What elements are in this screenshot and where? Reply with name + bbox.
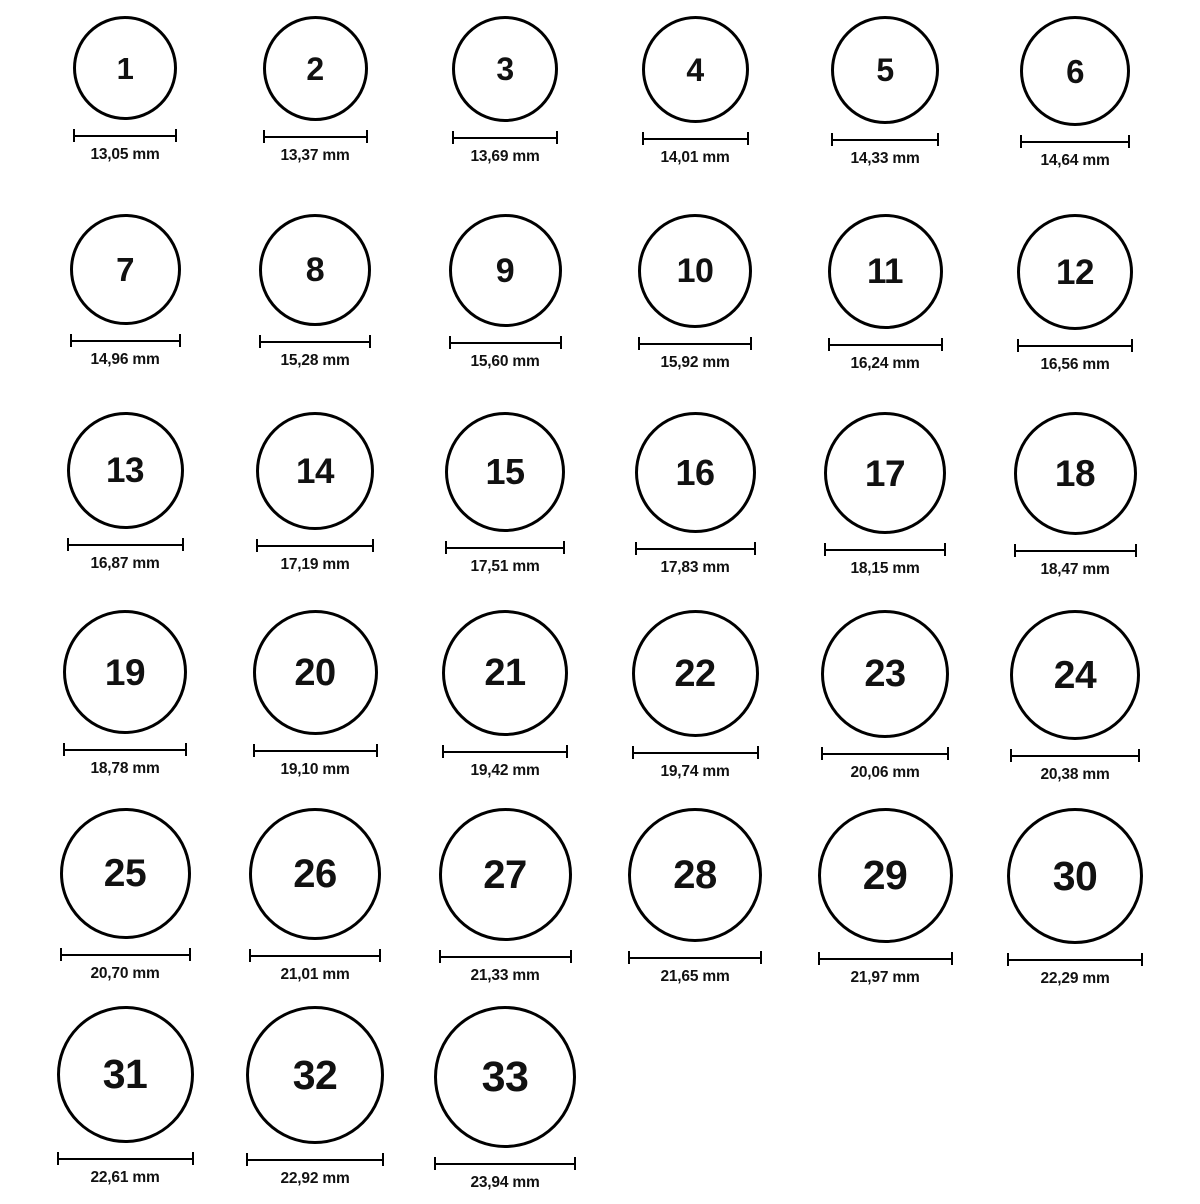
- ring-circle: [1020, 16, 1130, 126]
- ring-size-number: 30: [1052, 852, 1098, 899]
- ring-size-number: 22: [674, 652, 716, 695]
- ring-size-number: 26: [293, 852, 337, 896]
- ring-circle: [628, 808, 762, 942]
- ring-measurement: [818, 952, 953, 987]
- ring-size-cell: [410, 610, 600, 808]
- ring-size-number: 15: [485, 451, 525, 492]
- ring-size-number: 25: [103, 852, 147, 895]
- ring-measurement: [638, 337, 752, 372]
- ring-size-cell: [410, 1006, 600, 1204]
- caliper-icon: [1007, 953, 1143, 965]
- ring-size-number: 20: [294, 651, 336, 694]
- ring-circle: [1017, 214, 1133, 330]
- ring-diameter-label: 15,28 mm: [280, 352, 350, 369]
- ring-measurement: [442, 745, 568, 780]
- ring-diameter-label: 14,33 mm: [850, 150, 920, 167]
- ring-circle: [246, 1006, 384, 1144]
- ring-measurement: [452, 131, 558, 166]
- caliper-icon: [632, 746, 759, 758]
- ring-measurement: [60, 948, 191, 983]
- caliper-icon: [442, 745, 568, 757]
- ring-size-cell: [220, 610, 410, 808]
- ring-circle: [632, 610, 759, 737]
- ring-size-cell: [410, 412, 600, 610]
- caliper-icon: [642, 132, 749, 144]
- ring-measurement: [249, 949, 381, 984]
- ring-circle: [70, 214, 181, 325]
- caliper-icon: [818, 952, 953, 964]
- ring-measurement: [1017, 339, 1133, 374]
- caliper-icon: [824, 543, 946, 555]
- ring-circle: [635, 412, 756, 533]
- ring-size-cell: [30, 412, 220, 610]
- caliper-icon: [449, 336, 562, 348]
- ring-size-cell: [30, 1006, 220, 1204]
- ring-diameter-label: 20,38 mm: [1040, 766, 1110, 783]
- ring-circle: [452, 16, 558, 122]
- ring-size-cell: [220, 16, 410, 214]
- ring-size-cell: [220, 412, 410, 610]
- ring-diameter-label: 20,70 mm: [90, 965, 160, 982]
- ring-circle: [442, 610, 568, 736]
- ring-measurement: [63, 743, 187, 778]
- ring-size-cell: [790, 610, 980, 808]
- caliper-icon: [70, 334, 181, 346]
- ring-size-number: 9: [495, 251, 515, 290]
- ring-size-number: 21: [484, 652, 526, 694]
- ring-size-number: 10: [676, 252, 714, 290]
- ring-circle: [256, 412, 374, 530]
- ring-size-number: 13: [106, 451, 144, 490]
- ring-circle: [1014, 412, 1137, 535]
- ring-circle: [249, 808, 381, 940]
- caliper-icon: [67, 538, 184, 550]
- caliper-icon: [821, 747, 949, 759]
- ring-measurement: [831, 133, 939, 168]
- ring-size-number: 7: [116, 251, 134, 288]
- ring-size-cell: [600, 16, 790, 214]
- ring-size-cell: [220, 1006, 410, 1204]
- ring-measurement: [253, 744, 378, 779]
- ring-measurement: [632, 746, 759, 781]
- ring-diameter-label: 20,06 mm: [850, 764, 920, 781]
- ring-measurement: [821, 747, 949, 782]
- ring-size-cell: [30, 610, 220, 808]
- ring-size-number: 4: [686, 51, 704, 88]
- ring-diameter-label: 17,19 mm: [280, 556, 350, 573]
- ring-diameter-label: 16,56 mm: [1040, 356, 1110, 373]
- ring-size-cell: [220, 808, 410, 1006]
- ring-measurement: [828, 338, 943, 373]
- ring-measurement: [57, 1152, 194, 1187]
- ring-size-number: 18: [1054, 453, 1096, 494]
- ring-size-number: 1: [116, 50, 134, 86]
- ring-diameter-label: 14,01 mm: [660, 149, 730, 166]
- ring-measurement: [824, 543, 946, 578]
- ring-circle: [57, 1006, 194, 1143]
- ring-size-cell: [30, 16, 220, 214]
- ring-circle: [1010, 610, 1140, 740]
- ring-size-number: 24: [1053, 653, 1097, 697]
- ring-size-cell: [980, 412, 1170, 610]
- ring-size-number: 3: [496, 51, 514, 87]
- ring-measurement: [1007, 953, 1143, 988]
- ring-measurement: [628, 951, 762, 986]
- ring-circle: [259, 214, 371, 326]
- ring-measurement: [439, 950, 572, 985]
- ring-size-number: 5: [876, 52, 894, 88]
- ring-diameter-label: 15,92 mm: [660, 354, 730, 371]
- ring-size-number: 2: [306, 50, 324, 87]
- ring-size-cell: [980, 16, 1170, 214]
- ring-size-cell: [410, 16, 600, 214]
- ring-size-cell: [30, 808, 220, 1006]
- ring-size-cell: [790, 808, 980, 1006]
- ring-circle: [434, 1006, 576, 1148]
- ring-size-cell: [600, 808, 790, 1006]
- ring-size-number: 16: [675, 451, 715, 493]
- ring-diameter-label: 13,05 mm: [90, 146, 160, 163]
- caliper-icon: [434, 1157, 576, 1169]
- ring-diameter-label: 18,15 mm: [850, 560, 920, 577]
- ring-measurement: [263, 130, 368, 165]
- ring-circle: [449, 214, 562, 327]
- ring-size-number: 8: [305, 251, 325, 289]
- ring-circle: [67, 412, 184, 529]
- ring-size-cell: [410, 214, 600, 412]
- ring-diameter-label: 21,65 mm: [660, 968, 730, 985]
- caliper-icon: [63, 743, 187, 755]
- caliper-icon: [259, 335, 371, 347]
- ring-circle: [831, 16, 939, 124]
- ring-circle: [818, 808, 953, 943]
- ring-size-cell: [220, 214, 410, 412]
- ring-size-number: 12: [1056, 252, 1094, 292]
- ring-diameter-label: 22,92 mm: [280, 1170, 350, 1187]
- ring-measurement: [434, 1157, 576, 1192]
- ring-measurement: [445, 541, 565, 576]
- caliper-icon: [249, 949, 381, 961]
- ring-size-cell: [410, 808, 600, 1006]
- ring-circle: [439, 808, 572, 941]
- ring-measurement: [246, 1153, 384, 1188]
- caliper-icon: [57, 1152, 194, 1164]
- ring-circle: [263, 16, 368, 121]
- ring-diameter-label: 18,47 mm: [1040, 561, 1110, 578]
- caliper-icon: [828, 338, 943, 350]
- ring-measurement: [635, 542, 756, 577]
- ring-size-number: 23: [864, 653, 906, 695]
- ring-circle: [1007, 808, 1143, 944]
- caliper-icon: [253, 744, 378, 756]
- ring-size-cell: [30, 214, 220, 412]
- caliper-icon: [1020, 135, 1130, 147]
- ring-size-cell: [980, 214, 1170, 412]
- ring-diameter-label: 13,69 mm: [470, 148, 540, 165]
- caliper-icon: [831, 133, 939, 145]
- ring-diameter-label: 17,51 mm: [470, 558, 540, 575]
- ring-circle: [638, 214, 752, 328]
- ring-size-number: 33: [481, 1052, 529, 1101]
- ring-measurement: [642, 132, 749, 167]
- ring-size-cell: [600, 610, 790, 808]
- ring-circle: [73, 16, 177, 120]
- ring-diameter-label: 19,42 mm: [470, 762, 540, 779]
- ring-diameter-label: 15,60 mm: [470, 353, 540, 370]
- ring-measurement: [73, 129, 177, 164]
- ring-circle: [445, 412, 565, 532]
- ring-size-number: 17: [864, 452, 906, 494]
- ring-measurement: [449, 336, 562, 371]
- caliper-icon: [60, 948, 191, 960]
- ring-size-cell: [980, 808, 1170, 1006]
- ring-measurement: [1020, 135, 1130, 170]
- ring-size-number: 19: [104, 651, 146, 693]
- ring-circle: [253, 610, 378, 735]
- ring-measurement: [259, 335, 371, 370]
- caliper-icon: [263, 130, 368, 142]
- caliper-icon: [73, 129, 177, 141]
- ring-size-number: 27: [483, 852, 527, 897]
- ring-size-cell: [790, 16, 980, 214]
- caliper-icon: [1017, 339, 1133, 351]
- caliper-icon: [256, 539, 374, 551]
- ring-diameter-label: 22,29 mm: [1040, 970, 1110, 987]
- ring-diameter-label: 19,74 mm: [660, 763, 730, 780]
- caliper-icon: [1010, 749, 1140, 761]
- ring-diameter-label: 23,94 mm: [470, 1174, 540, 1191]
- ring-size-number: 31: [102, 1051, 148, 1097]
- ring-size-cell: [600, 412, 790, 610]
- ring-size-number: 32: [292, 1051, 338, 1098]
- ring-diameter-label: 21,97 mm: [850, 969, 920, 986]
- caliper-icon: [246, 1153, 384, 1165]
- ring-circle: [828, 214, 943, 329]
- ring-size-grid: [30, 16, 1170, 1204]
- ring-diameter-label: 18,78 mm: [90, 760, 160, 777]
- ring-diameter-label: 21,01 mm: [280, 966, 350, 983]
- ring-size-cell: [790, 214, 980, 412]
- ring-diameter-label: 17,83 mm: [660, 559, 730, 576]
- ring-circle: [821, 610, 949, 738]
- ring-size-cell: [600, 214, 790, 412]
- ring-diameter-label: 13,37 mm: [280, 147, 350, 164]
- ring-measurement: [256, 539, 374, 574]
- caliper-icon: [628, 951, 762, 963]
- ring-size-number: 11: [867, 252, 903, 291]
- caliper-icon: [1014, 544, 1137, 556]
- ring-measurement: [70, 334, 181, 369]
- ring-measurement: [67, 538, 184, 573]
- ring-size-cell: [980, 610, 1170, 808]
- ring-diameter-label: 19,10 mm: [280, 761, 350, 778]
- caliper-icon: [635, 542, 756, 554]
- ring-circle: [60, 808, 191, 939]
- ring-diameter-label: 16,24 mm: [850, 355, 920, 372]
- ring-diameter-label: 22,61 mm: [90, 1169, 160, 1186]
- ring-diameter-label: 14,64 mm: [1040, 152, 1110, 169]
- caliper-icon: [638, 337, 752, 349]
- caliper-icon: [445, 541, 565, 553]
- ring-circle: [824, 412, 946, 534]
- ring-diameter-label: 16,87 mm: [90, 555, 160, 572]
- ring-size-number: 29: [862, 852, 908, 898]
- ring-size-number: 28: [673, 853, 717, 897]
- ring-diameter-label: 21,33 mm: [470, 967, 540, 984]
- ring-size-cell: [790, 412, 980, 610]
- caliper-icon: [439, 950, 572, 962]
- ring-size-number: 14: [296, 451, 334, 491]
- ring-circle: [63, 610, 187, 734]
- ring-size-number: 6: [1066, 52, 1084, 90]
- caliper-icon: [452, 131, 558, 143]
- ring-measurement: [1014, 544, 1137, 579]
- ring-measurement: [1010, 749, 1140, 784]
- ring-circle: [642, 16, 749, 123]
- ring-diameter-label: 14,96 mm: [90, 351, 160, 368]
